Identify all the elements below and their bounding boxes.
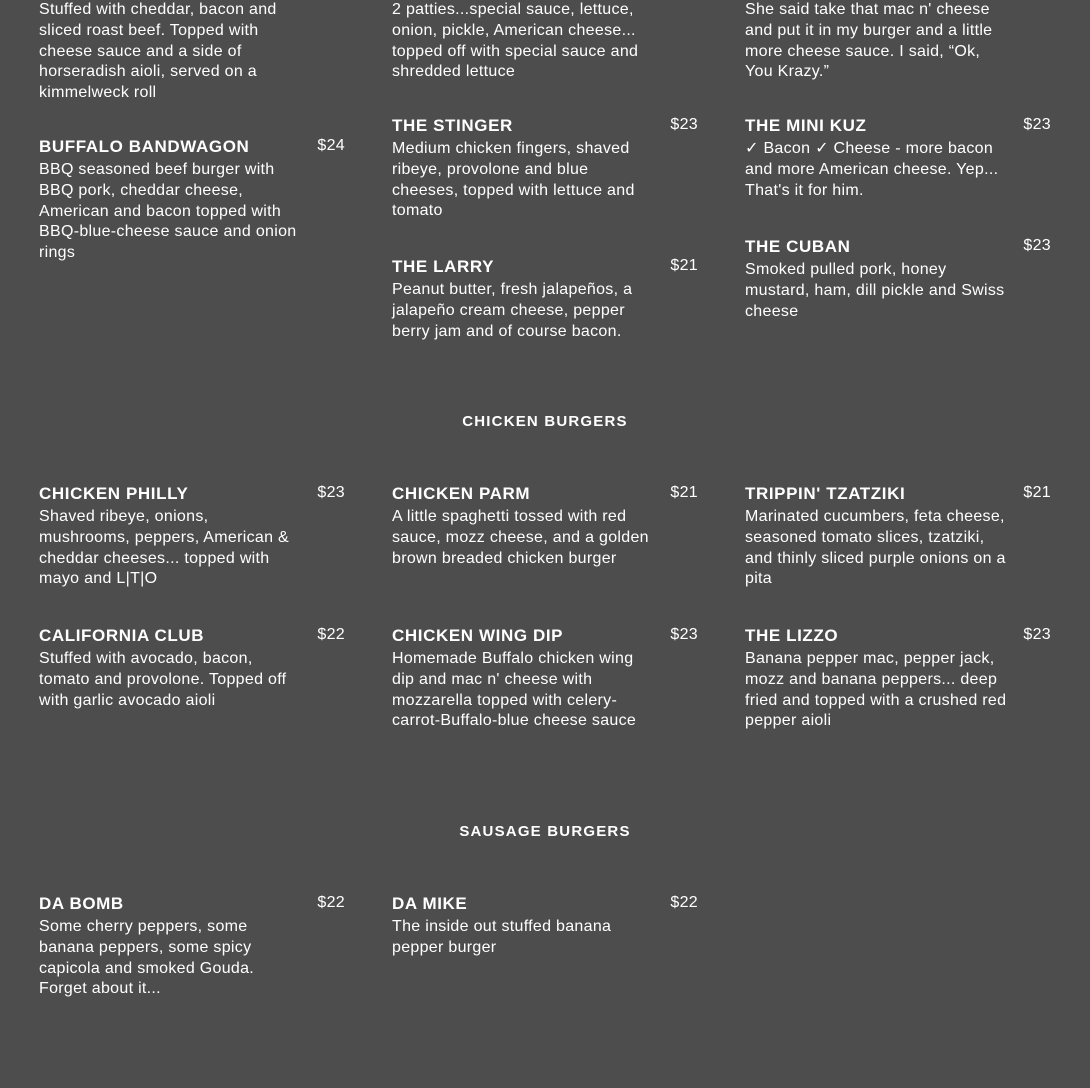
menu-item-description: Homemade Buffalo chicken wing dip and mac n' cheese with mozzarella topped with celery-carrot-Buffalo-blue cheese sauce <box>392 650 637 730</box>
menu-item-price: $21 <box>670 257 698 274</box>
menu-item-name: THE STINGER <box>392 116 513 135</box>
menu-item-buffalo-bandwagon <box>39 135 345 264</box>
menu-item-price: $23 <box>1023 237 1051 254</box>
menu-item-the-stinger <box>392 114 698 222</box>
menu-item-name: THE MINI KUZ <box>745 116 867 135</box>
menu-item-price: $23 <box>317 484 345 501</box>
menu-item-the-cuban <box>745 235 1051 322</box>
menu-item-price: $22 <box>317 894 345 911</box>
menu-item-description: Stuffed with cheddar, bacon and sliced roast beef. Topped with cheese sauce and a side of horseradish aioli, served on a kimmelweck roll <box>39 1 277 102</box>
menu-item-description: Some cherry peppers, some banana peppers, some spicy capicola and smoked Gouda. Forget about it... <box>39 918 255 998</box>
menu-item-description: ✓ Bacon ✓ Cheese - more bacon and more American cheese. Yep... That's it for him. <box>745 140 999 199</box>
menu-item-da-bomb <box>39 892 345 1000</box>
menu-item-name: THE LARRY <box>392 257 495 276</box>
menu-item-name: CHICKEN PHILLY <box>39 484 189 503</box>
menu-item-description: 2 patties...special sauce, lettuce, onion, pickle, American cheese... topped off with special sauce and shredded lettuce <box>392 1 639 81</box>
menu-item-description: A little spaghetti tossed with red sauce, mozz cheese, and a golden brown breaded chicken burger <box>392 508 649 567</box>
menu-item-name: THE LIZZO <box>745 626 839 645</box>
menu-item-name: BUFFALO BANDWAGON <box>39 137 250 156</box>
menu-item-partial <box>39 0 345 104</box>
menu-item-description: Peanut butter, fresh jalapeños, a jalapeño cream cheese, pepper berry jam and of course bacon. <box>392 281 633 340</box>
menu-item-price: $22 <box>670 894 698 911</box>
menu-item-description: Smoked pulled pork, honey mustard, ham, dill pickle and Swiss cheese <box>745 261 1005 320</box>
menu-item-description: BBQ seasoned beef burger with BBQ pork, cheddar cheese, American and bacon topped with BBQ-blue-cheese sauce and onion rings <box>39 161 297 262</box>
menu-item-partial <box>392 0 698 83</box>
menu-item-price: $23 <box>1023 626 1051 643</box>
menu-item-description: Shaved ribeye, onions, mushrooms, peppers, American & cheddar cheeses... topped with mayo and L|T|O <box>39 508 289 588</box>
menu-item-price: $23 <box>670 626 698 643</box>
menu-item-price: $24 <box>317 137 345 154</box>
section-title-sausage-burgers: SAUSAGE BURGERS <box>459 823 631 840</box>
menu-item-price: $23 <box>1023 116 1051 133</box>
menu-item-price: $21 <box>1023 484 1051 501</box>
menu-item-name: DA MIKE <box>392 894 468 913</box>
menu-item-the-lizzo <box>745 624 1051 732</box>
menu-item-price: $21 <box>670 484 698 501</box>
menu-item-description: Marinated cucumbers, feta cheese, seasoned tomato slices, tzatziki, and thinly sliced purple onions on a pita <box>745 508 1006 588</box>
menu-item-the-mini-kuz <box>745 114 1051 201</box>
menu-item-description: She said take that mac n' cheese and put it in my burger and a little more cheese sauce. I said, “Ok, You Krazy.” <box>745 1 993 81</box>
menu-item-chicken-philly <box>39 482 345 590</box>
menu-item-name: DA BOMB <box>39 894 124 913</box>
menu-item-chicken-parm <box>392 482 698 569</box>
menu-item-da-mike <box>392 892 698 959</box>
menu-item-name: TRIPPIN' TZATZIKI <box>745 484 906 503</box>
menu-item-name: CHICKEN WING DIP <box>392 626 564 645</box>
menu-item-trippin-tzatziki <box>745 482 1051 590</box>
section-title-chicken-burgers: CHICKEN BURGERS <box>462 413 628 430</box>
menu-item-partial <box>745 0 1051 83</box>
menu-item-name: CALIFORNIA CLUB <box>39 626 205 645</box>
menu-item-price: $23 <box>670 116 698 133</box>
menu-item-the-larry <box>392 255 698 342</box>
menu-item-name: THE CUBAN <box>745 237 851 256</box>
menu-item-price: $22 <box>317 626 345 643</box>
menu-item-california-club <box>39 624 345 711</box>
menu-item-name: CHICKEN PARM <box>392 484 531 503</box>
menu-item-description: Stuffed with avocado, bacon, tomato and provolone. Topped off with garlic avocado aioli <box>39 650 287 709</box>
menu-item-chicken-wing-dip <box>392 624 698 732</box>
menu-item-description: Medium chicken fingers, shaved ribeye, provolone and blue cheeses, topped with lettuce and tomato <box>392 140 635 220</box>
menu-item-description: The inside out stuffed banana pepper burger <box>392 918 612 956</box>
menu-item-description: Banana pepper mac, pepper jack, mozz and banana peppers... deep fried and topped with a crushed red pepper aioli <box>745 650 1007 730</box>
